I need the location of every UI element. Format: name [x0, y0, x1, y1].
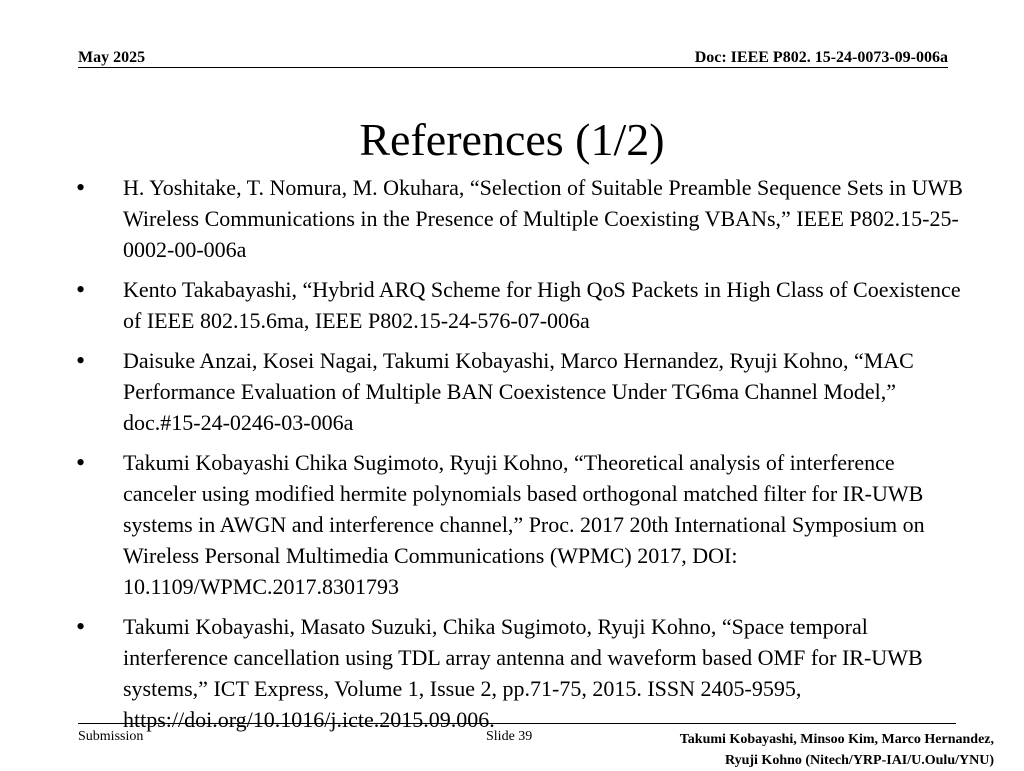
footer-slide-number: Slide 39 — [486, 729, 533, 744]
reference-list — [76, 172, 966, 744]
bullet-icon: • — [76, 448, 86, 477]
reference-text: Takumi Kobayashi Chika Sugimoto, Ryuji Kohno, “Theoretical analysis of interference canceler using modified hermite polynomials based orthogonal matched filter for IR-UWB systems in AWGN and interference channel,” Proc. 2017 20th International Symposium on Wireless Personal Multimedia Communications (WPMC) 2017, DOI: 10.1109/WPMC.2017.8301793 — [123, 450, 925, 599]
reference-text: H. Yoshitake, T. Nomura, M. Okuhara, “Selection of Suitable Preamble Sequence Sets in UWB Wireless Communications in the Presence of Multiple Coexisting VBANs,” IEEE P802.15-25-0002-00-006a — [123, 175, 963, 262]
bullet-icon: • — [76, 612, 86, 641]
reference-item — [76, 447, 966, 602]
reference-item — [76, 274, 966, 336]
bullet-icon: • — [76, 173, 86, 202]
reference-item — [76, 345, 966, 438]
reference-item — [76, 172, 966, 265]
bullet-icon: • — [76, 275, 86, 304]
footer-authors-line1: Takumi Kobayashi, Minsoo Kim, Marco Hernandez, — [679, 732, 994, 747]
footer-authors — [574, 729, 994, 771]
reference-text: Kento Takabayashi, “Hybrid ARQ Scheme for High QoS Packets in High Class of Coexistence of IEEE 802.15.6ma, IEEE P802.15-24-576-07-006a — [123, 277, 961, 333]
reference-item — [76, 611, 966, 735]
reference-text: Daisuke Anzai, Kosei Nagai, Takumi Kobayashi, Marco Hernandez, Ryuji Kohno, “MAC Performance Evaluation of Multiple BAN Coexistence Under TG6ma Channel Model,” doc.#15-24-0246-03-006a — [123, 348, 914, 435]
bullet-icon: • — [76, 346, 86, 375]
footer-authors-line2: Ryuji Kohno (Nitech/YRP-IAI/U.Oulu/YNU) — [724, 753, 994, 768]
header-divider — [78, 67, 948, 68]
footer-submission: Submission — [78, 729, 144, 744]
reference-text: Takumi Kobayashi, Masato Suzuki, Chika Sugimoto, Ryuji Kohno, “Space temporal interference cancellation using TDL array antenna and waveform based OMF for IR-UWB systems,” ICT Express, Volume 1, Issue 2, pp.71-75, 2015. ISSN 2405-9595, https://doi.org/10.1016/j.icte.2015.09.006. — [123, 614, 923, 732]
header-date: May 2025 — [78, 49, 146, 66]
slide-title: References (1/2) — [359, 114, 665, 165]
header-doc-id: Doc: IEEE P802. 15-24-0073-09-006a — [694, 49, 948, 66]
footer-divider — [78, 723, 956, 724]
